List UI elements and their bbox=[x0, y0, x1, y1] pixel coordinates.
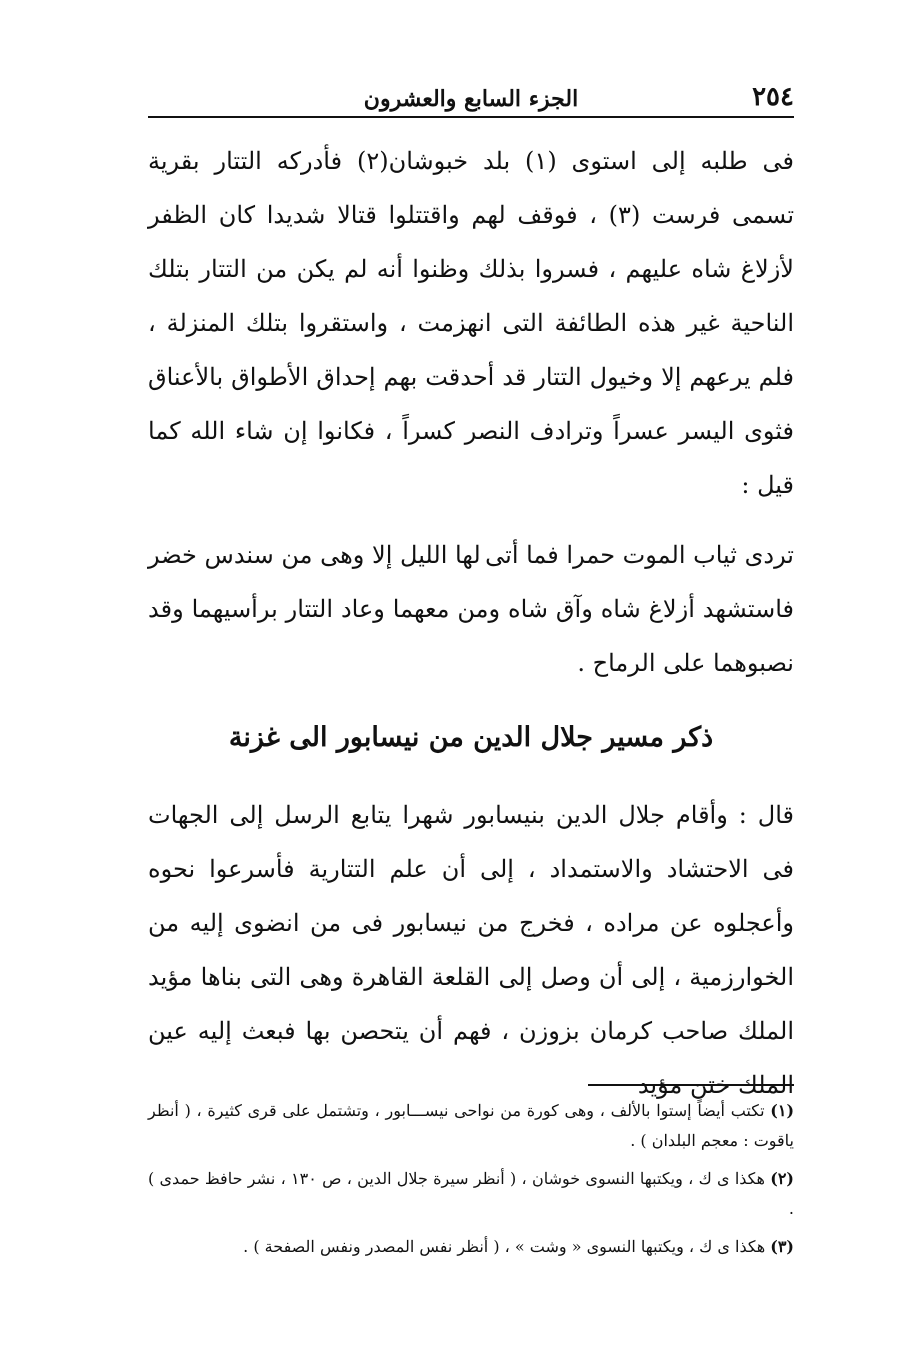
footnote-1-text: تكتب أيضاً إستوا بالألف ، وهى كورة من نواحى نيســـابور ، وتشتمل على قرى كثيرة ، ( أنظر ياقوت : معجم البلدان ) . bbox=[148, 1101, 794, 1150]
footnote-3-text: هكذا ى ك ، ويكتبها النسوى « وشت » ، ( أنظر نفس المصدر ونفس الصفحة ) . bbox=[243, 1237, 766, 1256]
footnote-2-text: هكذا ى ك ، ويكتبها النسوى خوشان ، ( أنظر سيرة جلال الدين ، ص ١٣٠ ، نشر حافظ حمدى ) . bbox=[148, 1169, 794, 1218]
running-title: الجزء السابع والعشرون bbox=[363, 86, 579, 112]
footnote-2-number: (٢) bbox=[770, 1169, 794, 1188]
poem-hemistich-right: تردى ثياب الموت حمرا فما أتى bbox=[485, 541, 794, 569]
page-number: ٢٥٤ bbox=[752, 82, 794, 112]
poem-hemistich-left: لها الليل إلا وهى من سندس خضر bbox=[148, 541, 481, 569]
page-header bbox=[148, 60, 794, 118]
footnote-3 bbox=[148, 1232, 794, 1262]
footnote-3-number: (٣) bbox=[770, 1237, 794, 1256]
poem-verse bbox=[148, 528, 794, 582]
paragraph-after-poem: فاستشهد أزلاغ شاه وآق شاه ومن معهما وعاد التتار برأسيهما وقد نصبوهما على الرماح . bbox=[148, 595, 794, 677]
footnote-1-number: (١) bbox=[770, 1101, 795, 1120]
footnote-2 bbox=[148, 1164, 794, 1224]
section-paragraph: قال : وأقام جلال الدين بنيسابور شهرا يتابع الرسل إلى الجهات فى الاحتشاد والاستمداد ، إلى أن علم التتارية فأسرعوا نحوه وأعجلوه عن مراده ، فخرج من نيسابور فى من انضوى إليه من الخوارزمية ، إلى أن وصل إلى القلعة القاهرة وهى التى بناها مؤيد الملك صاحب كرمان بزوزن ، فهم أن يتحصن بها فبعث إليه عين الملك ختن مؤيد bbox=[148, 801, 794, 1099]
footnote-divider bbox=[588, 1084, 794, 1086]
book-page bbox=[148, 60, 794, 1300]
footnotes bbox=[148, 1084, 794, 1270]
footnote-1 bbox=[148, 1096, 794, 1156]
paragraph-1: فى طلبه إلى استوى (١) بلد خبوشان(٢) فأدركه التتار بقرية تسمى فرست (٣) ، فوقف لهم واقتتلوا قتالا شديدا كان الظفر لأزلاغ شاه عليهم ، فسروا بذلك وظنوا أنه لم يكن من التتار بتلك الناحية غير هذه الطائفة التى انهزمت ، واستقروا بتلك المنزلة ، فلم يرعهم إلا وخيول التتار قد أحدقت بهم إحداق الأطواق بالأعناق فثوى اليسر عسراً وترادف النصر كسراً ، فكانوا إن شاء الله كما قيل : bbox=[148, 147, 795, 499]
section-title: ذكر مسير جلال الدين من نيسابور الى غزنة bbox=[228, 722, 714, 753]
